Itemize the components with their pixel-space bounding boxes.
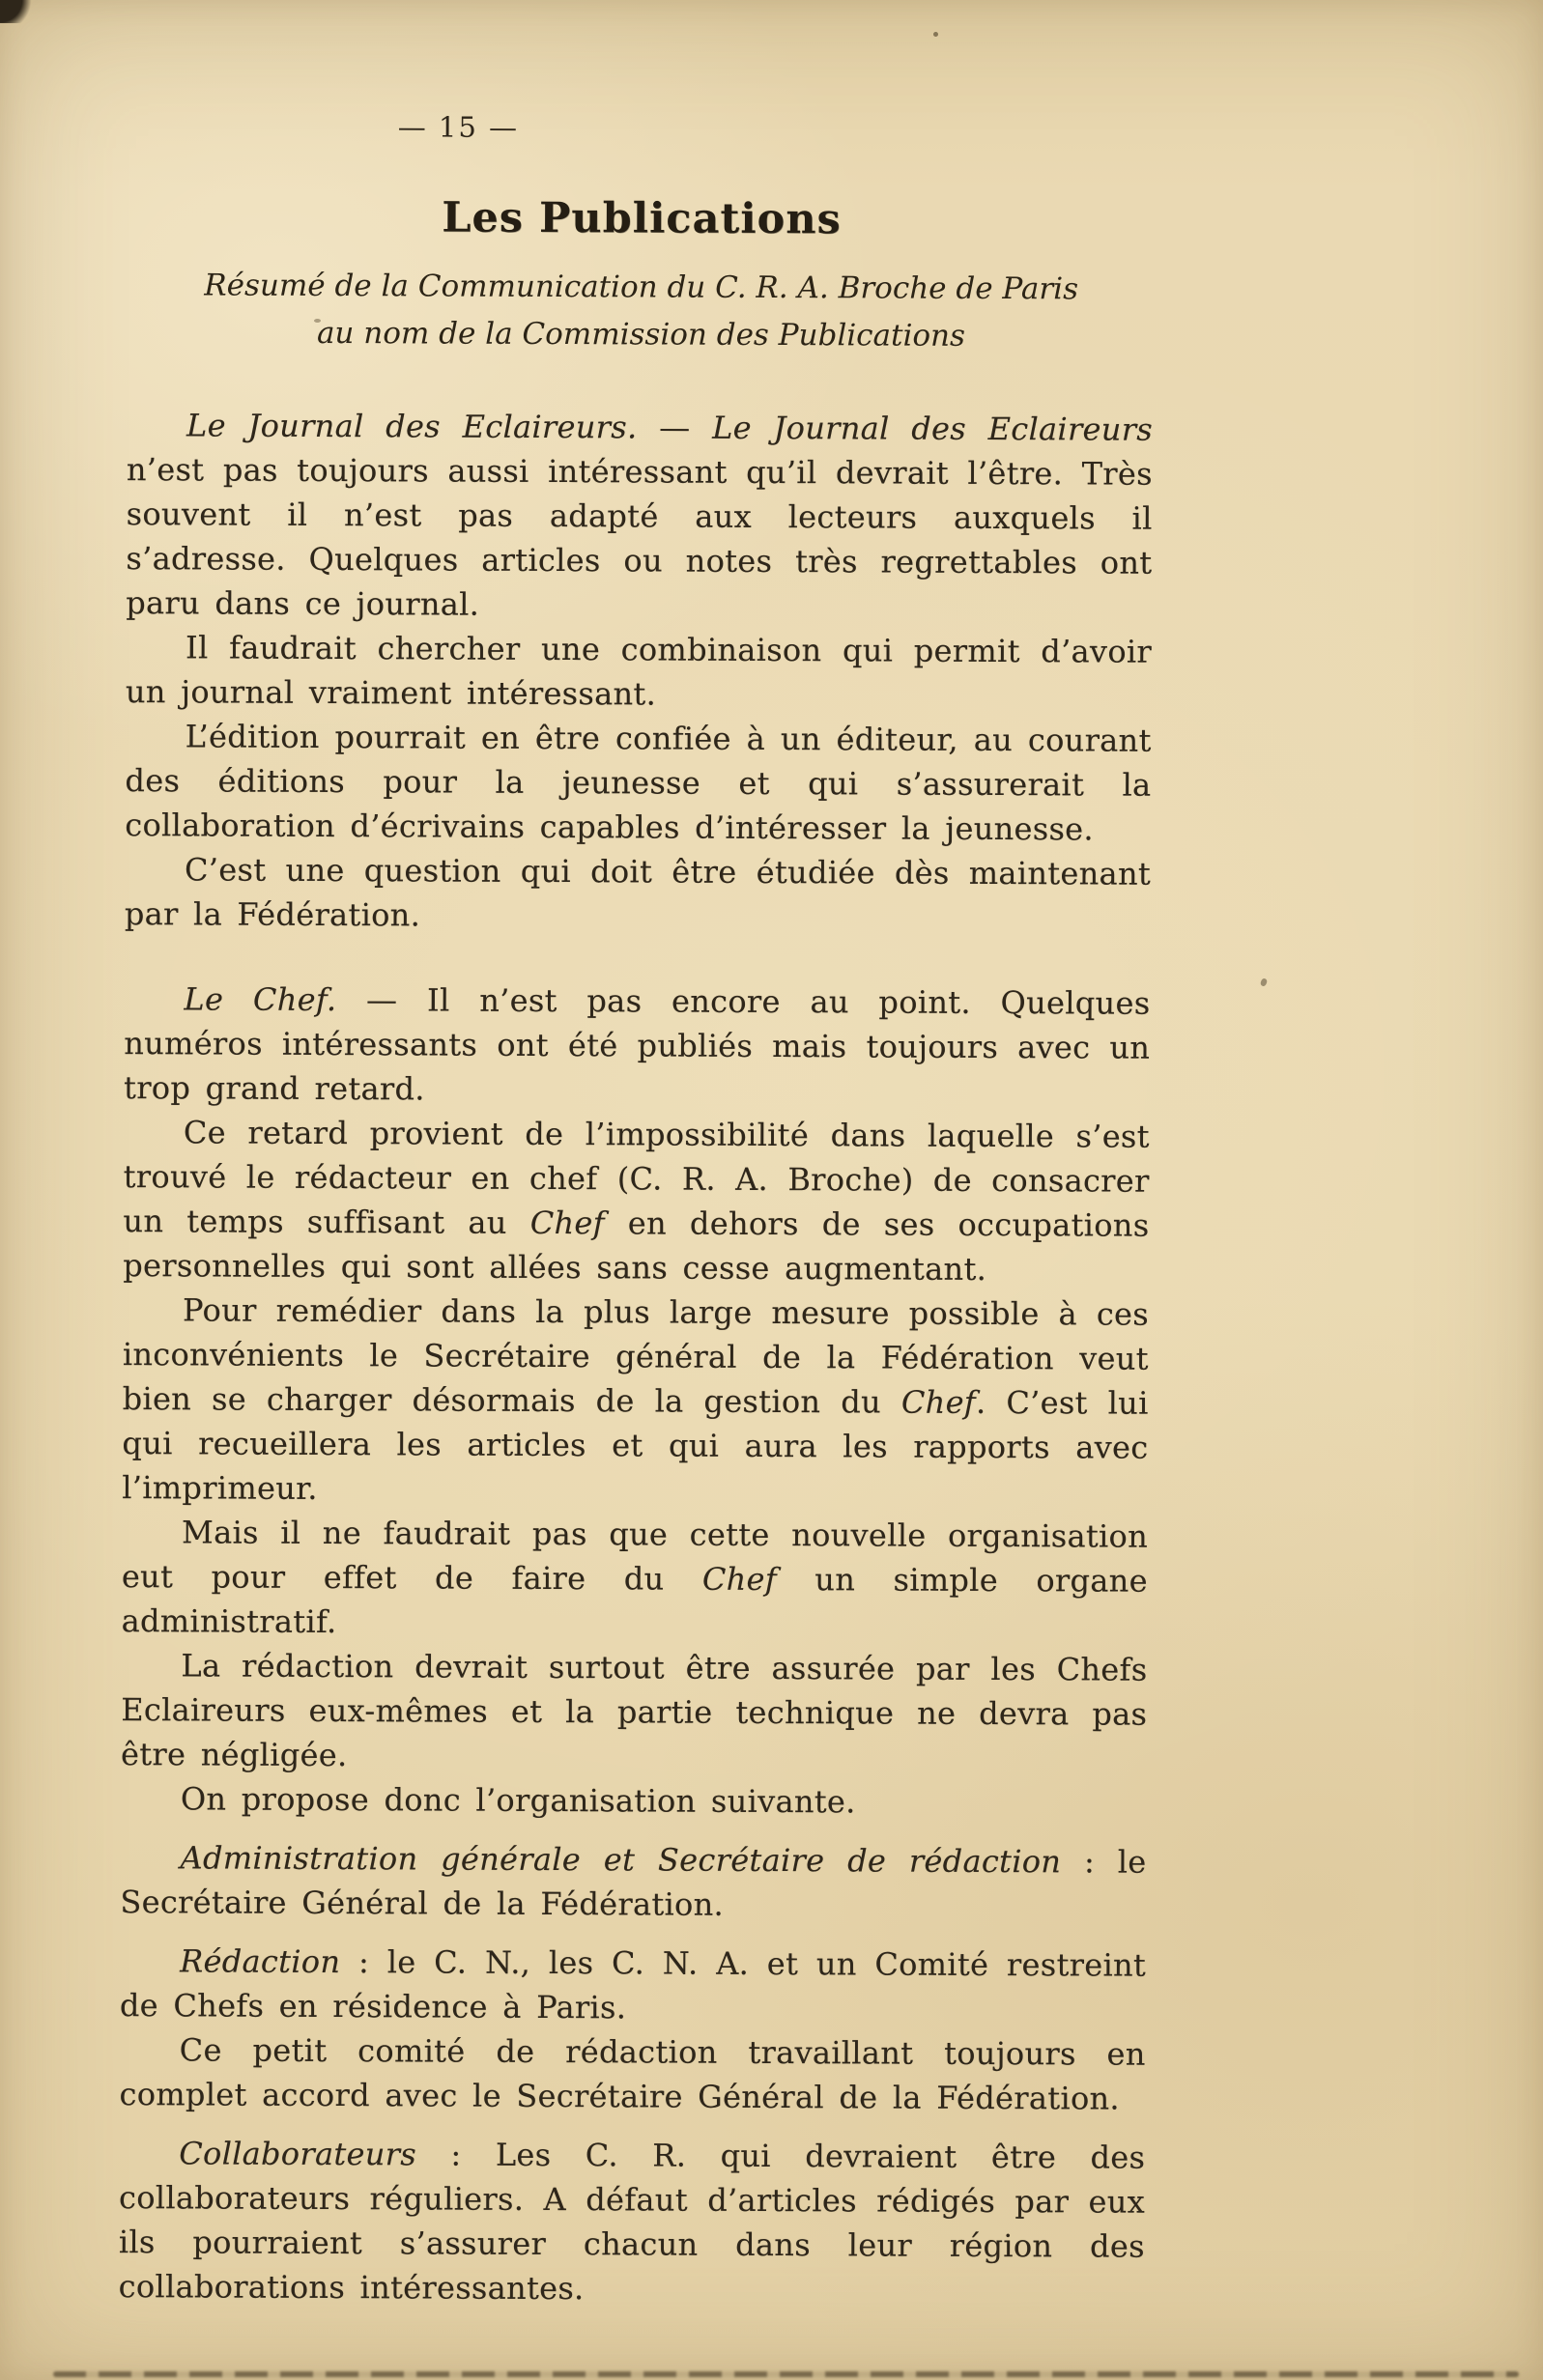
paragraph bbox=[119, 2131, 1146, 2313]
text-segment: — Il n’est pas encore au point. Quelques numéros intéressants ont été publiés mais toujours avec un trop grand retard. bbox=[123, 981, 1151, 1108]
paragraph bbox=[122, 1288, 1149, 1515]
text-segment: Il faudrait chercher une combinaison qui permit d’avoir un journal vraiment intéressant. bbox=[125, 629, 1153, 713]
text-segment: — bbox=[637, 409, 713, 446]
text-segment: Chef bbox=[900, 1383, 977, 1421]
scan-bottom-edge bbox=[53, 2371, 1519, 2377]
paragraph bbox=[120, 1835, 1146, 1929]
scan-corner-mark bbox=[0, 0, 33, 23]
text-segment: : le C. N., les C. N. A. et un Comité restreint de Chefs en résidence à Paris. bbox=[119, 1943, 1147, 2026]
paper-speck bbox=[933, 32, 938, 37]
text-segment: C’est une question qui doit être étudiée dès maintenant par la Fédération. bbox=[124, 851, 1152, 934]
paragraph bbox=[121, 1776, 1147, 1826]
text-segment: Pour remédier dans la plus large mesure possible à ces inconvénients le Secrétaire général de la Fédération veut bien se charger désormais de la gestion du bbox=[122, 1291, 1150, 1421]
paragraph bbox=[126, 625, 1152, 719]
paragraph bbox=[125, 714, 1152, 852]
paper-speck bbox=[1260, 978, 1268, 987]
text-segment: . C’est lui qui recueillera les articles et qui aura les rapports avec l’imprimeur. bbox=[122, 1383, 1149, 1507]
text-segment: Le Chef. bbox=[184, 980, 337, 1019]
text-segment: Le Journal des Eclaireurs bbox=[712, 409, 1154, 448]
paragraph bbox=[120, 1939, 1146, 2032]
paragraph bbox=[119, 2027, 1145, 2121]
paragraph bbox=[123, 1110, 1150, 1292]
document-title: Les Publications bbox=[442, 193, 842, 244]
paragraph bbox=[124, 977, 1151, 1115]
text-segment: Collaborateurs bbox=[179, 2135, 417, 2173]
paragraph bbox=[125, 847, 1151, 941]
body-text bbox=[119, 403, 1154, 2313]
text-segment: Rédaction bbox=[180, 1942, 341, 1981]
text-segment: Chef bbox=[529, 1204, 605, 1242]
text-segment: Chef bbox=[701, 1560, 778, 1599]
subtitle-line-1: Résumé de la Communication du C. R. A. Broche de Paris bbox=[204, 268, 1079, 307]
subtitle-line-2: au nom de la Commission des Publications bbox=[316, 315, 966, 354]
paragraph bbox=[126, 403, 1153, 630]
page-number: — 15 — bbox=[397, 110, 520, 144]
text-segment: n’est pas toujours aussi intéressant qu’il devrait l’être. Très souvent il n’est pas adapté aux lecteurs auxquels il s’adresse. Quelques articles ou notes très regrettables ont paru dans ce journal. bbox=[126, 451, 1153, 623]
text-segment: L’édition pourrait en être confiée à un éditeur, au courant des éditions pour la jeunesse et qui s’assurerait la collaboration d’écrivains capables d’intéresser la jeunesse. bbox=[125, 718, 1152, 848]
text-segment: Mais il ne faudrait pas que cette nouvelle organisation eut pour effet de faire du bbox=[121, 1514, 1149, 1598]
text-segment: La rédaction devrait surtout être assurée par les Chefs Eclaireurs eux-mêmes et la partie technique ne devra pas être négligée. bbox=[120, 1647, 1148, 1774]
paragraph bbox=[121, 1643, 1148, 1781]
subtitle bbox=[129, 262, 1153, 361]
text-segment: en dehors de ses occupations personnelles qui sont allées sans cesse augmentant. bbox=[123, 1204, 1150, 1288]
text-segment: un simple organe administratif. bbox=[121, 1561, 1148, 1641]
text-segment: Ce retard provient de l’impossibilité dans laquelle s’est trouvé le rédacteur en chef (C. R. A. Broche) de consacrer un temps suffisant au bbox=[123, 1114, 1150, 1241]
paragraph bbox=[122, 1510, 1149, 1648]
text-segment: Le Journal des Eclaireurs. bbox=[186, 407, 638, 446]
text-segment: On propose donc l’organisation suivante. bbox=[180, 1780, 856, 1821]
text-segment: : Les C. R. qui devraient être des collaborateurs réguliers. A défaut d’articles rédigés par eux ils pourraient s’assurer chacun dans leur région des collaborations intéressantes. bbox=[118, 2136, 1146, 2308]
text-segment: Ce petit comité de rédaction travaillant toujours en complet accord avec le Secrétaire Général de la Fédération. bbox=[119, 2031, 1146, 2117]
text-segment: : le Secrétaire Général de la Fédération. bbox=[120, 1843, 1147, 1923]
text-segment: Administration générale et Secrétaire de rédaction bbox=[180, 1839, 1062, 1881]
